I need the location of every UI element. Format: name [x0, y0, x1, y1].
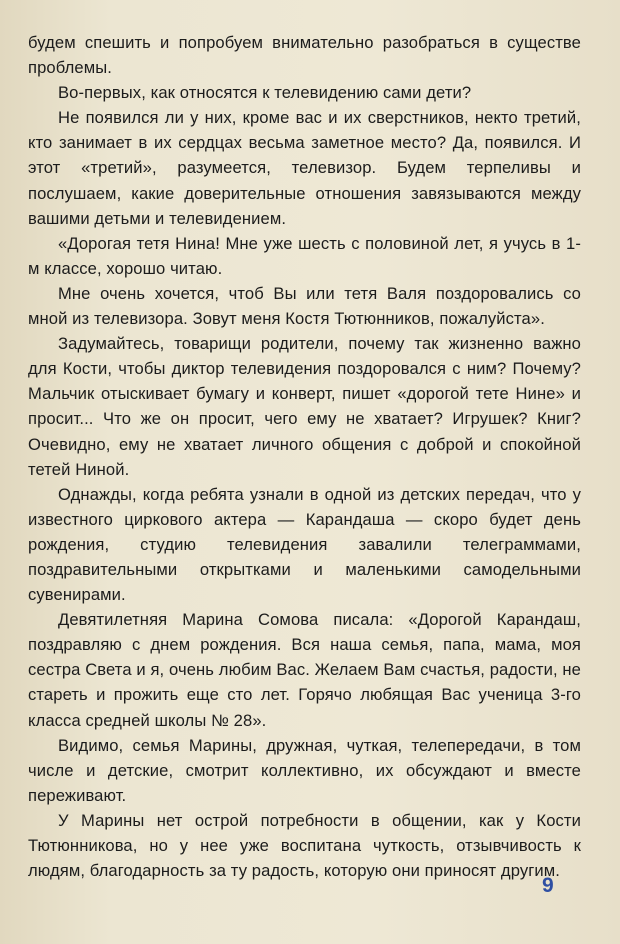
paragraph: Видимо, семья Марины, дружная, чуткая, телепередачи, в том числе и детские, смотрит коллективно, их обсуждают и вместе переживают.: [28, 735, 581, 805]
paragraph: будем спешить и попробуем внимательно разобраться в существе проблемы.: [28, 33, 581, 78]
body-text: [28, 30, 581, 883]
paragraph: «Дорогая тетя Нина! Мне уже шесть с половиной лет, я учусь в 1-м классе, хорошо читаю.: [28, 233, 581, 278]
paragraph: Девятилетняя Марина Сомова писала: «Дорогой Карандаш, поздравляю с днем рождения. Вся наша семья, папа, мама, моя сестра Света и я, очень любим Вас. Желаем Вам счастья, радости, не стареть и прожить еще сто лет. Горячо любящая Вас ученица 3-го класса средней школы № 28».: [28, 610, 581, 730]
paragraph: У Марины нет острой потребности в общении, как у Кости Тютюнникова, но у нее уже воспитана чуткость, отзывчивость к людям, благодарность за ту радость, которую они приносят другим.: [28, 810, 581, 881]
paragraph: Во-первых, как относятся к телевидению сами дети?: [58, 83, 472, 103]
page-number: 9: [542, 874, 554, 897]
paragraph: Не появился ли у них, кроме вас и их сверстников, некто третий, кто занимает в их сердцах весьма заметное место? Да, появился. И этот «третий», разумеется, телевизор. Будем терпеливы и послушаем, какие доверительные отношения завязываются между вашими детьми и телевидением.: [28, 108, 581, 228]
paragraph: Однажды, когда ребята узнали в одной из детских передач, что у известного циркового актера — Карандаша — скоро будет день рождения, студию телевидения завалили телеграммами, поздравительными открытками и маленькими самодельными сувенирами.: [28, 484, 581, 605]
paragraph: Мне очень хочется, чтоб Вы или тетя Валя поздоровались со мной из телевизора. Зовут меня Костя Тютюнников, пожалуйста».: [28, 283, 581, 329]
paragraph: Задумайтесь, товарищи родители, почему так жизненно важно для Кости, чтобы диктор телевидения поздоровался с ним? Почему? Мальчик отыскивает бумагу и конверт, пишет «дорогой тете Нине» и просит... Что же он просит, чего ему не хватает? Игрушек? Книг? Очевидно, ему не хватает личного общения с доброй и спокойной тетей Ниной.: [28, 334, 581, 479]
